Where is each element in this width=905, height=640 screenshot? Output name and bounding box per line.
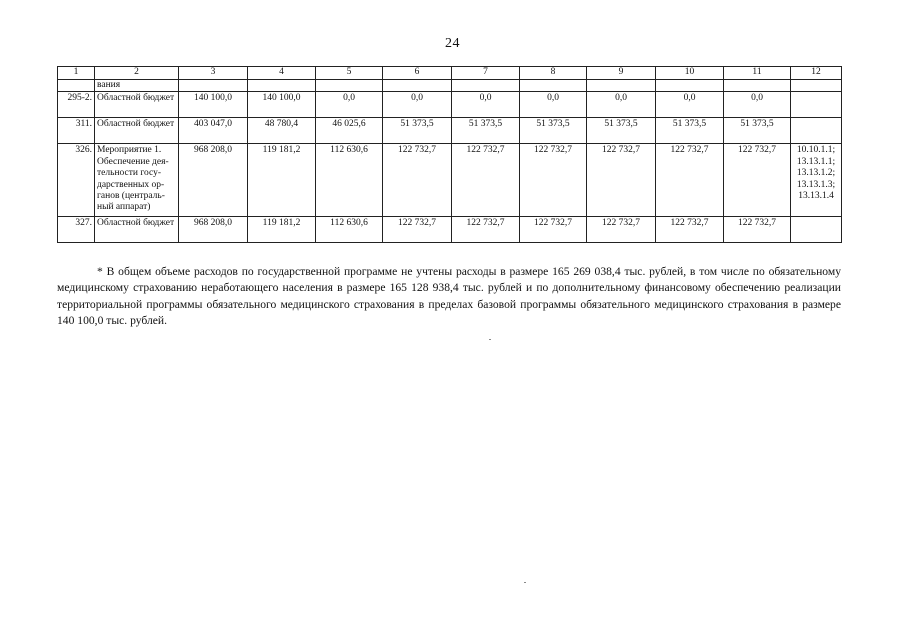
column-header: 1 xyxy=(58,67,95,80)
row-value: 51 373,5 xyxy=(452,118,520,144)
footnote xyxy=(57,264,841,330)
row-value: 122 732,7 xyxy=(656,144,724,217)
row-value: 0,0 xyxy=(656,92,724,118)
row-value: 0,0 xyxy=(383,92,452,118)
column-header: 5 xyxy=(316,67,383,80)
row-value: 122 732,7 xyxy=(520,217,587,243)
row-value: 119 181,2 xyxy=(248,144,316,217)
row-code: 327. xyxy=(58,217,95,243)
column-header: 8 xyxy=(520,67,587,80)
row-value: 46 025,6 xyxy=(316,118,383,144)
row-value: 0,0 xyxy=(587,92,656,118)
row-code: 311. xyxy=(58,118,95,144)
row-name: вания xyxy=(95,80,179,92)
column-header: 12 xyxy=(791,67,842,80)
table-row xyxy=(58,217,842,243)
table-header-row xyxy=(58,67,842,80)
row-value: 51 373,5 xyxy=(724,118,791,144)
row-value: 122 732,7 xyxy=(520,144,587,217)
row-value xyxy=(656,80,724,92)
page-number: 24 xyxy=(445,36,460,51)
row-value xyxy=(520,80,587,92)
row-value: 968 208,0 xyxy=(179,144,248,217)
row-value: 119 181,2 xyxy=(248,217,316,243)
row-value: 122 732,7 xyxy=(452,217,520,243)
column-header: 4 xyxy=(248,67,316,80)
row-value: 0,0 xyxy=(452,92,520,118)
budget-table xyxy=(57,66,842,243)
table-row xyxy=(58,118,842,144)
row-value: 122 732,7 xyxy=(452,144,520,217)
column-header: 6 xyxy=(383,67,452,80)
row-name: Областной бюджет xyxy=(95,118,179,144)
row-reference: 10.10.1.1; 13.13.1.1; 13.13.1.2; 13.13.1.3; 13.13.1.4 xyxy=(791,144,842,217)
scan-speck xyxy=(489,339,491,340)
row-value: 968 208,0 xyxy=(179,217,248,243)
row-value: 112 630,6 xyxy=(316,217,383,243)
row-value xyxy=(452,80,520,92)
row-value: 112 630,6 xyxy=(316,144,383,217)
row-value xyxy=(316,80,383,92)
row-value: 140 100,0 xyxy=(248,92,316,118)
scan-speck xyxy=(524,582,526,583)
row-code: 295-2. xyxy=(58,92,95,118)
row-value: 48 780,4 xyxy=(248,118,316,144)
row-value xyxy=(587,80,656,92)
table-row xyxy=(58,92,842,118)
row-name: Областной бюджет xyxy=(95,217,179,243)
row-value: 0,0 xyxy=(724,92,791,118)
row-value: 0,0 xyxy=(520,92,587,118)
column-header: 2 xyxy=(95,67,179,80)
row-reference xyxy=(791,118,842,144)
footnote-text: * В общем объеме расходов по государственной программе не учтены расходы в размере 165 269 038,4 тыс. рублей, в том числе по обязательному медицинскому страхованию неработающего населения в размере 165 128 938,4 тыс. рублей и по дополнительному финансовому обеспечению реализации территориальной программы обязательного медицинского страхования в пределах базовой программы обязательного медицинского страхования в размере 140 100,0 тыс. рублей. xyxy=(57,265,841,328)
row-value xyxy=(383,80,452,92)
row-value: 51 373,5 xyxy=(587,118,656,144)
row-value xyxy=(179,80,248,92)
row-value: 122 732,7 xyxy=(724,144,791,217)
column-header: 10 xyxy=(656,67,724,80)
row-value: 122 732,7 xyxy=(587,144,656,217)
column-header: 9 xyxy=(587,67,656,80)
row-reference xyxy=(791,92,842,118)
column-header: 11 xyxy=(724,67,791,80)
row-value: 140 100,0 xyxy=(179,92,248,118)
row-code: 326. xyxy=(58,144,95,217)
row-reference xyxy=(791,217,842,243)
row-name: Областной бюджет xyxy=(95,92,179,118)
row-value: 51 373,5 xyxy=(656,118,724,144)
table-row xyxy=(58,144,842,217)
row-value: 122 732,7 xyxy=(383,144,452,217)
table-row xyxy=(58,80,842,92)
column-header: 7 xyxy=(452,67,520,80)
row-name: Мероприятие 1. Обеспечение дея-тельности госу-дарственных ор-ганов (централь-ный аппарат) xyxy=(95,144,179,217)
row-value: 122 732,7 xyxy=(587,217,656,243)
row-value: 122 732,7 xyxy=(724,217,791,243)
row-value: 403 047,0 xyxy=(179,118,248,144)
row-value: 51 373,5 xyxy=(520,118,587,144)
row-code xyxy=(58,80,95,92)
row-value: 51 373,5 xyxy=(383,118,452,144)
column-header: 3 xyxy=(179,67,248,80)
row-value: 122 732,7 xyxy=(656,217,724,243)
row-value: 122 732,7 xyxy=(383,217,452,243)
row-value: 0,0 xyxy=(316,92,383,118)
row-reference xyxy=(791,80,842,92)
row-value xyxy=(724,80,791,92)
row-value xyxy=(248,80,316,92)
